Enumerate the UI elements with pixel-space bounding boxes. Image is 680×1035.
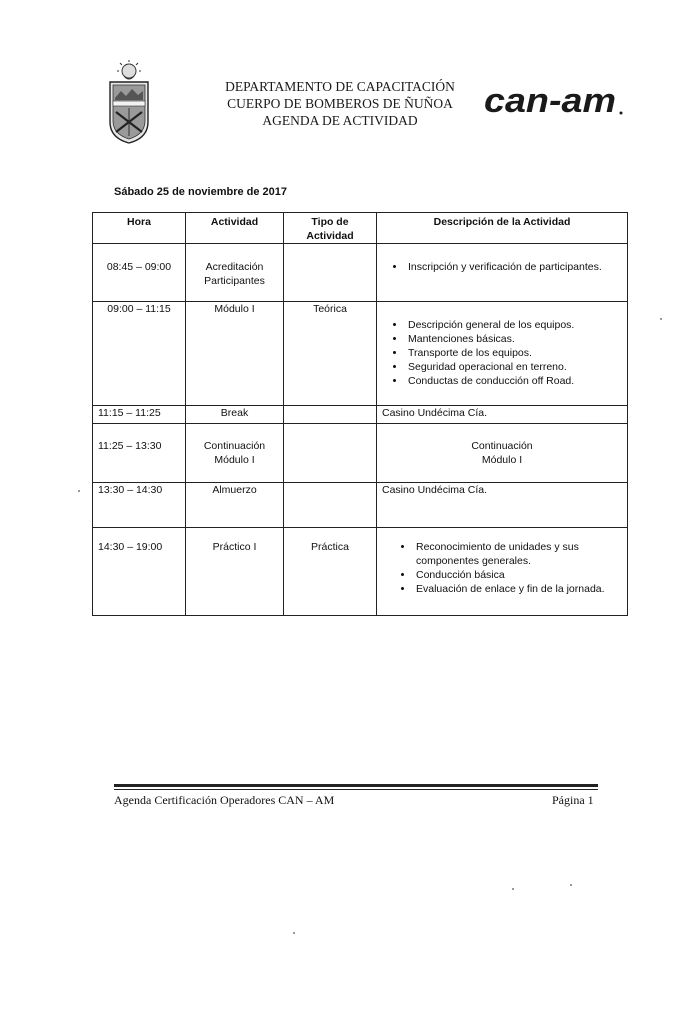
column-header-actividad: Actividad	[186, 213, 284, 244]
scan-speck	[512, 888, 514, 890]
cell-descripcion: Casino Undécima Cía.	[377, 406, 628, 424]
header-line-department: DEPARTAMENTO DE CAPACITACIÓN	[225, 79, 455, 94]
cell-descripcion	[377, 424, 628, 483]
scan-speck	[293, 932, 295, 934]
header-line-agenda: AGENDA DE ACTIVIDAD	[262, 113, 418, 128]
cell-actividad: Práctico I	[186, 528, 284, 616]
cell-descripcion	[377, 528, 628, 616]
table-row	[93, 483, 628, 528]
cell-descripcion	[377, 302, 628, 406]
table-row	[93, 244, 628, 302]
list-item: • Transporte de los equipos.	[406, 346, 622, 360]
description-list	[382, 318, 622, 388]
cell-actividad: Continuación Módulo I	[186, 424, 284, 483]
scan-speck	[78, 490, 80, 492]
cell-tipo: Práctica	[284, 528, 377, 616]
description-list	[382, 260, 622, 274]
footer-divider	[114, 784, 598, 787]
description-text: Continuación Módulo I	[471, 440, 533, 466]
cell-hora: 08:45 – 09:00	[93, 244, 186, 302]
table-header-row	[93, 213, 628, 244]
list-item: • Inscripción y verificación de participantes.	[406, 260, 622, 274]
cell-descripcion: Casino Undécima Cía.	[377, 483, 628, 528]
cell-tipo	[284, 406, 377, 424]
column-header-hora: Hora	[93, 213, 186, 244]
table-row	[93, 302, 628, 406]
table-row	[93, 528, 628, 616]
list-item: • Reconocimiento de unidades y sus componentes generales.	[414, 540, 622, 568]
page-number: Página 1	[552, 793, 594, 807]
cell-actividad: Módulo I	[186, 302, 284, 406]
list-item: • Conductas de conducción off Road.	[406, 374, 622, 388]
list-item: • Mantenciones básicas.	[406, 332, 622, 346]
column-header-tipo: Tipo de Actividad	[284, 213, 377, 244]
cell-tipo	[284, 483, 377, 528]
column-header-descripcion: Descripción de la Actividad	[377, 213, 628, 244]
cell-tipo	[284, 244, 377, 302]
can-am-logo	[482, 80, 632, 120]
list-item: • Conducción básica	[414, 568, 622, 582]
cell-hora: 11:15 – 11:25	[93, 406, 186, 424]
cell-hora: 11:25 – 13:30	[93, 424, 186, 483]
table-row	[93, 424, 628, 483]
cell-tipo: Teórica	[284, 302, 377, 406]
cell-actividad: Almuerzo	[186, 483, 284, 528]
table-row	[93, 406, 628, 424]
agenda-table	[92, 212, 628, 616]
svg-text:can-am: can-am	[484, 82, 616, 120]
cell-actividad: Acreditación Participantes	[186, 244, 284, 302]
agenda-date: Sábado 25 de noviembre de 2017	[114, 186, 288, 198]
list-item: • Evaluación de enlace y fin de la jornada.	[414, 582, 622, 596]
scan-speck	[660, 318, 662, 320]
cell-descripcion	[377, 244, 628, 302]
header-line-corps: CUERPO DE BOMBEROS DE ÑUÑOA	[227, 96, 453, 111]
cell-actividad: Break	[186, 406, 284, 424]
list-item: • Seguridad operacional en terreno.	[406, 360, 622, 374]
description-list	[382, 540, 622, 596]
cell-hora: 09:00 – 11:15	[93, 302, 186, 406]
header-title-block	[200, 78, 480, 129]
footer-title: Agenda Certificación Operadores CAN – AM	[114, 793, 335, 807]
fire-department-crest-icon	[104, 60, 154, 144]
cell-hora: 14:30 – 19:00	[93, 528, 186, 616]
list-item: • Descripción general de los equipos.	[406, 318, 622, 332]
cell-tipo	[284, 424, 377, 483]
cell-hora: 13:30 – 14:30	[93, 483, 186, 528]
scan-speck	[570, 884, 572, 886]
footer-divider-thin	[114, 789, 598, 790]
